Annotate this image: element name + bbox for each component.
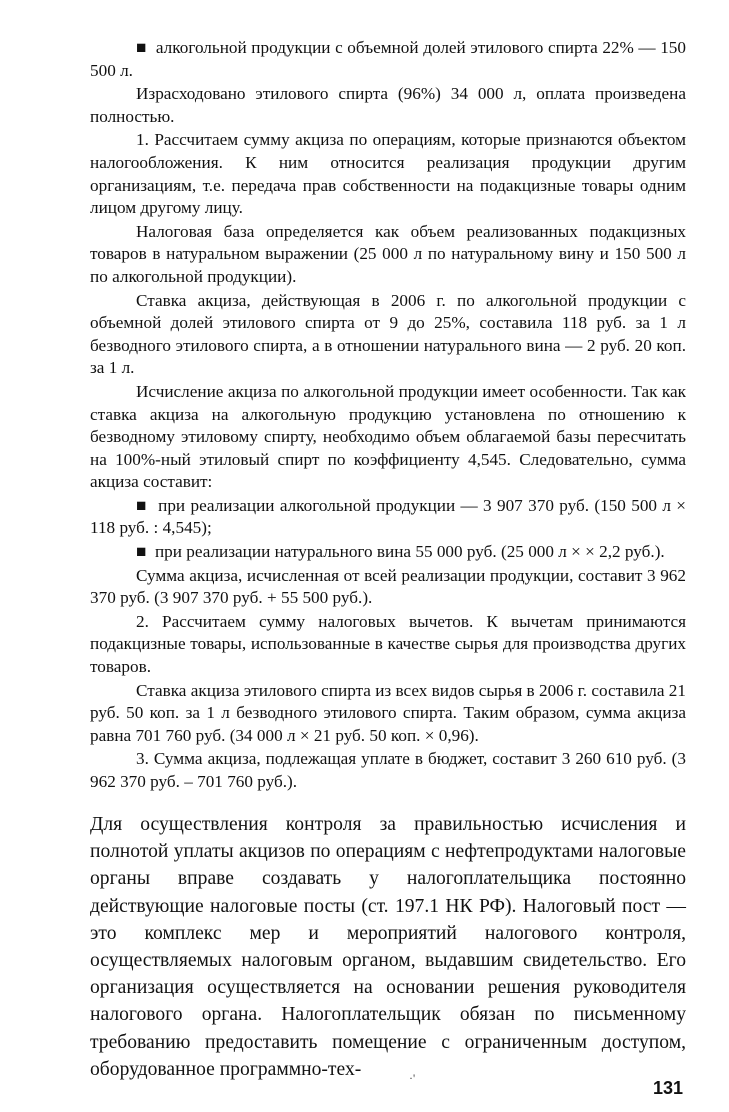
example-paragraph: Налоговая база определяется как объем реализованных подакцизных товаров в натуральном выражении (25 000 л по натуральному вину и 150 500 л по алкогольной продукции). bbox=[90, 221, 686, 286]
example-paragraph: 3. Сумма акциза, подлежащая уплате в бюджет, составит 3 260 610 руб. (3 962 370 руб. – 701 760 руб.). bbox=[90, 749, 686, 791]
example-paragraph: Израсходовано этилового спирта (96%) 34 000 л, оплата произведена полностью. bbox=[90, 84, 686, 126]
main-text-block bbox=[90, 811, 686, 1083]
example-paragraph: Сумма акциза, исчисленная от всей реализации продукции, составит 3 962 370 руб. (3 907 370 руб. + 55 500 руб.). bbox=[90, 565, 686, 608]
example-paragraph: ■ алкогольной продукции с объемной долей этилового спирта 22% — 150 500 л. bbox=[90, 37, 686, 82]
main-paragraph: Для осуществления контроля за правильностью исчисления и полнотой уплаты акцизов по операциям с нефтепродуктами налоговые органы вправе создавать у налогоплательщика постоянно действующие налоговые посты (ст. 197.1 НК РФ). Налоговый пост — это комплекс мер и мероприятий налогового контроля, осуществляемых налоговым органом, выдавшим свидетельство. Его организация осуществляется на основании решения руководителя налогового органа. Налогоплательщик обязан по письменному требованию предоставить помещение с ограниченным доступом, оборудованное программно-тех- bbox=[90, 814, 686, 1080]
example-paragraph: Исчисление акциза по алкогольной продукции имеет особенности. Так как ставка акциза на алкогольную продукцию установлена по отношению к безводному этиловому спирту, необходимо объем облагаемой базы пересчитать на 100%-ный этиловый спирт по коэффициенту 4,545. Следовательно, сумма акциза составит: bbox=[90, 381, 686, 492]
example-block bbox=[90, 37, 686, 794]
example-paragraph: Ставка акциза, действующая в 2006 г. по алкогольной продукции с объемной долей этилового спирта от 9 до 25%, составила 118 руб. за 1 л безводного этилового спирта, а в отношении натурального вина — 2 руб. 20 коп. за 1 л. bbox=[90, 290, 686, 378]
example-paragraph: 2. Рассчитаем сумму налоговых вычетов. К вычетам принимаются подакцизные товары, использованные в качестве сырья для производства других товаров. bbox=[90, 611, 686, 677]
example-paragraph: Ставка акциза этилового спирта из всех видов сырья в 2006 г. составила 21 руб. 50 коп. за 1 л безводного этилового спирта. Таким образом, сумма акциза равна 701 760 руб. (34 000 л × 21 руб. 50 коп. × 0,96). bbox=[90, 680, 686, 745]
example-paragraph: 1. Рассчитаем сумму акциза по операциям, которые признаются объектом налогообложения. К ним относится реализация продукции другим организациям, т.е. передача прав собственности на подакцизные товары одним лицом другому лицу. bbox=[90, 130, 686, 218]
example-paragraph: ■ при реализации натурального вина 55 000 руб. (25 000 л × × 2,2 руб.). bbox=[90, 541, 686, 564]
page-number: 131 bbox=[652, 1078, 683, 1098]
stray-mark: ·' bbox=[409, 1071, 416, 1085]
example-paragraph: ■ при реализации алкогольной продукции — 3 907 370 руб. (150 500 л × 118 руб. : 4,545); bbox=[90, 495, 686, 540]
